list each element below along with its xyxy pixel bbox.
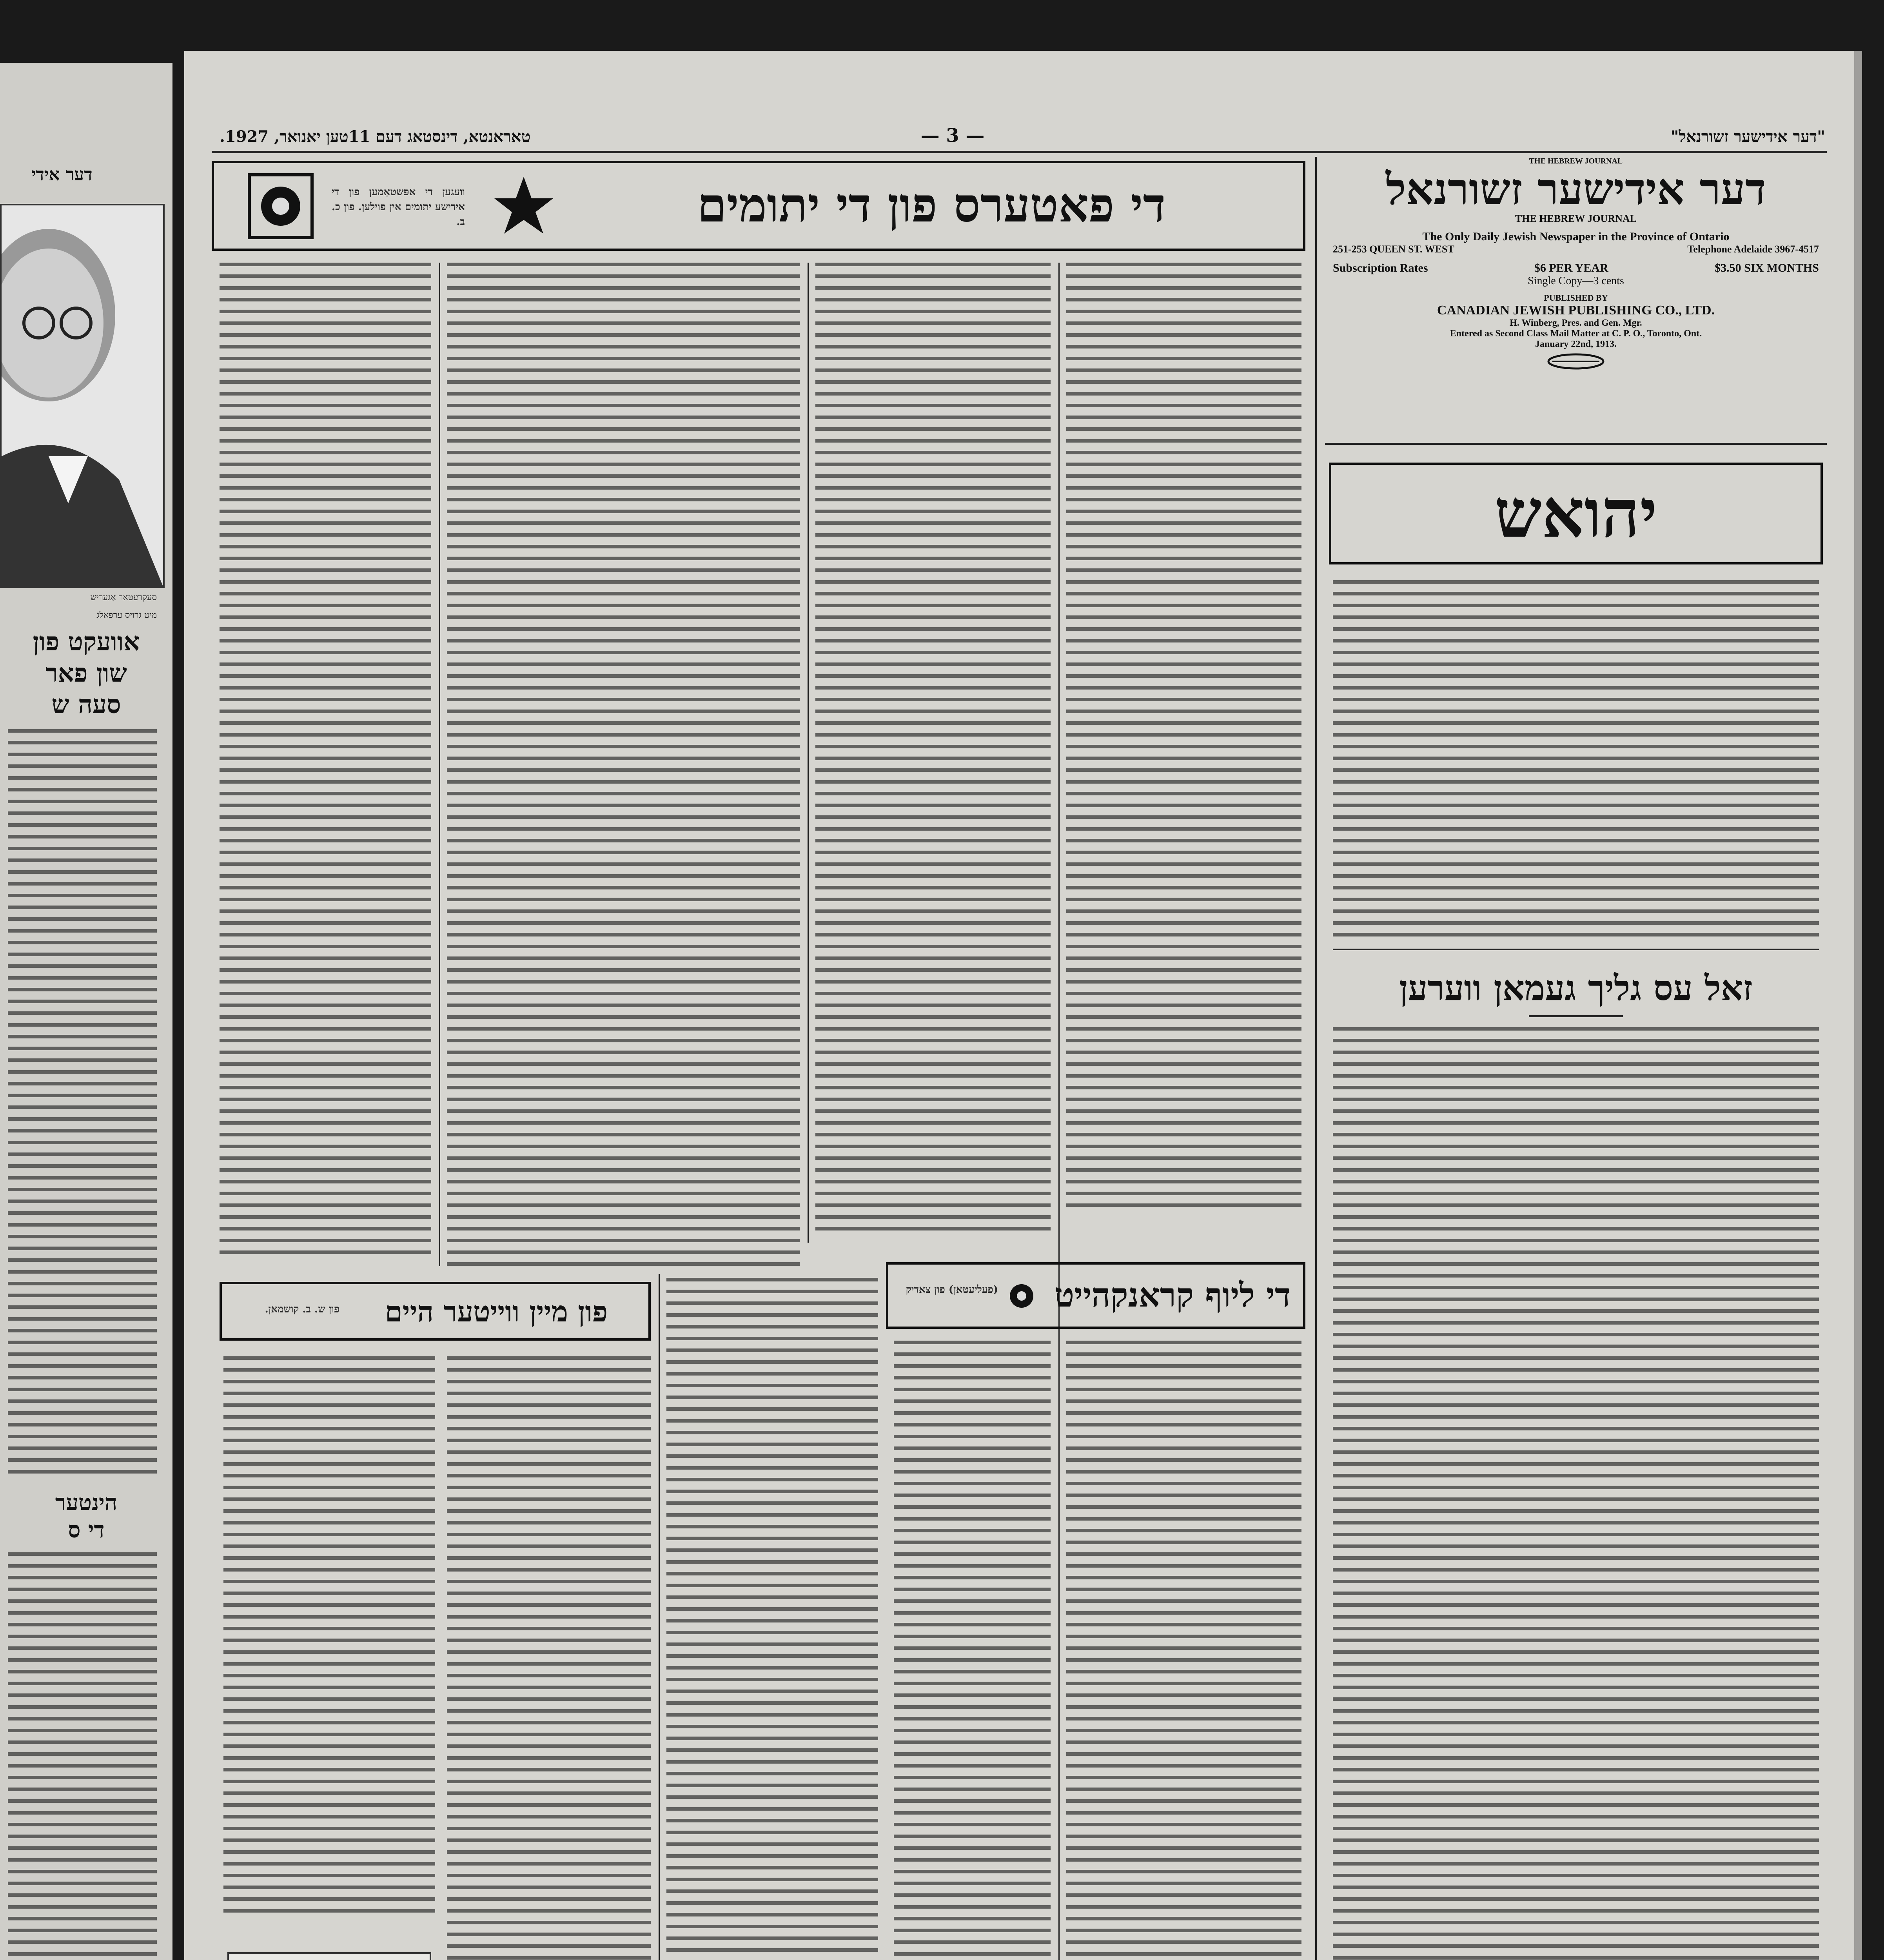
masthead-address: 251-253 QUEEN ST. WEST [1333, 243, 1454, 255]
publisher-name: CANADIAN JEWISH PUBLISHING CO., LTD. [1437, 303, 1715, 318]
serial-title-box [886, 1262, 1305, 1329]
photo-caption: סעקרעטאר אַגעריש [90, 593, 157, 603]
header-rule [212, 151, 1827, 153]
column-divider [659, 1274, 660, 1960]
feature-byline: װעגען די אפּשטאַמען פון די אידישע יתומים אין פוילען. פון כ. ב. [332, 186, 465, 228]
feature-column [1066, 263, 1301, 1215]
page-edge [1854, 51, 1862, 1960]
masthead-english-title: THE HEBREW JOURNAL [1515, 213, 1637, 224]
column-divider [1315, 157, 1317, 1960]
rate-year: $6 PER YEAR [1534, 261, 1608, 274]
published-by: PUBLISHED BY [1544, 293, 1608, 303]
feature-column [815, 263, 1051, 1235]
serial-byline: (פעליעטאן) פון צאדיק [906, 1284, 998, 1296]
section-title: פון מיין ווייטער היים [385, 1295, 608, 1328]
flower-ornament-icon [1006, 1280, 1037, 1312]
feature-title: די פאטערס פון די יתומים [697, 178, 1166, 233]
serial-title: די ליוף קראנקהייט [1054, 1276, 1291, 1314]
adjacent-page-strip [0, 63, 172, 1960]
feature-column [447, 263, 800, 1266]
section-title-box [220, 1282, 651, 1341]
editorial-title: זאל עס גליך געמאן ווערען [1399, 967, 1753, 1008]
rate-six-months: $3.50 SIX MONTHS [1715, 261, 1819, 274]
adjacent-page-header: דער אידי [31, 165, 93, 185]
column-divider [808, 263, 809, 1243]
yehoash-text [1333, 580, 1819, 945]
feature-column [220, 263, 431, 1258]
editorial-text [1333, 1027, 1819, 1960]
page-number: — 3 — [920, 125, 985, 147]
masthead [1325, 157, 1827, 439]
page-header-date: טאראנטא, דינסטאג דעם 11טען יאנואר, 1927. [220, 127, 531, 146]
photo-caption-2: מיט גרויס ערפאלג [96, 610, 157, 620]
mail-entry-date: January 22nd, 1913. [1535, 339, 1617, 349]
column-divider [439, 263, 440, 1266]
section-column [447, 1356, 651, 1960]
ornament-divider [1325, 350, 1827, 373]
publisher-officers: H. Winberg, Pres. and Gen. Mgr. [1510, 318, 1642, 328]
adjacent-text-column [8, 1552, 157, 1960]
section-column [223, 1356, 435, 1921]
adjacent-headline: הינטער [55, 1490, 118, 1515]
rates-label: Subscription Rates [1333, 261, 1428, 274]
masthead-tagline: The Only Daily Jewish Newspaper in the Province of Ontario [1422, 230, 1730, 243]
yehoash-title: יהואש [1494, 474, 1657, 553]
ornament-icon [488, 171, 559, 241]
adjacent-headline: סעה ש [51, 690, 121, 719]
mail-entry-note: Entered as Second Class Mail Matter at C. P. O., Toronto, Ont. [1450, 328, 1702, 339]
masthead-small-title: THE HEBREW JOURNAL [1529, 157, 1623, 165]
adjacent-headline: שון פאר [45, 659, 127, 688]
section-rule [1333, 949, 1819, 950]
ornament-icon [245, 171, 316, 241]
feature-title-box [212, 161, 1305, 251]
adjacent-headline: די ס [68, 1517, 105, 1543]
single-copy-price: Single Copy—3 cents [1528, 275, 1624, 287]
portrait-photo [0, 204, 165, 588]
adjacent-headline: אוועקט פון [33, 627, 140, 657]
serial-column [1066, 1341, 1301, 1960]
short-rule [1529, 1015, 1623, 1017]
ointment-advertisement [227, 1952, 431, 1960]
section-byline: פון ש. ב. קושמאן. [265, 1303, 339, 1315]
yehoash-title-box [1329, 463, 1823, 564]
masthead-telephone: Telephone Adelaide 3967-4517 [1687, 243, 1819, 255]
column-divider [1058, 263, 1060, 1960]
masthead-rule [1325, 443, 1827, 445]
adjacent-text-column [8, 729, 157, 1474]
woman-at-window-illustration [229, 1954, 430, 1960]
portrait-illustration [2, 205, 163, 586]
serial-column [894, 1341, 1051, 1960]
masthead-yiddish-title: דער אידישער זשורנאל [1386, 164, 1766, 214]
feature-continuation-column [666, 1278, 878, 1960]
page-header-title: "דער אידישער זשורנאל" [1670, 127, 1825, 146]
